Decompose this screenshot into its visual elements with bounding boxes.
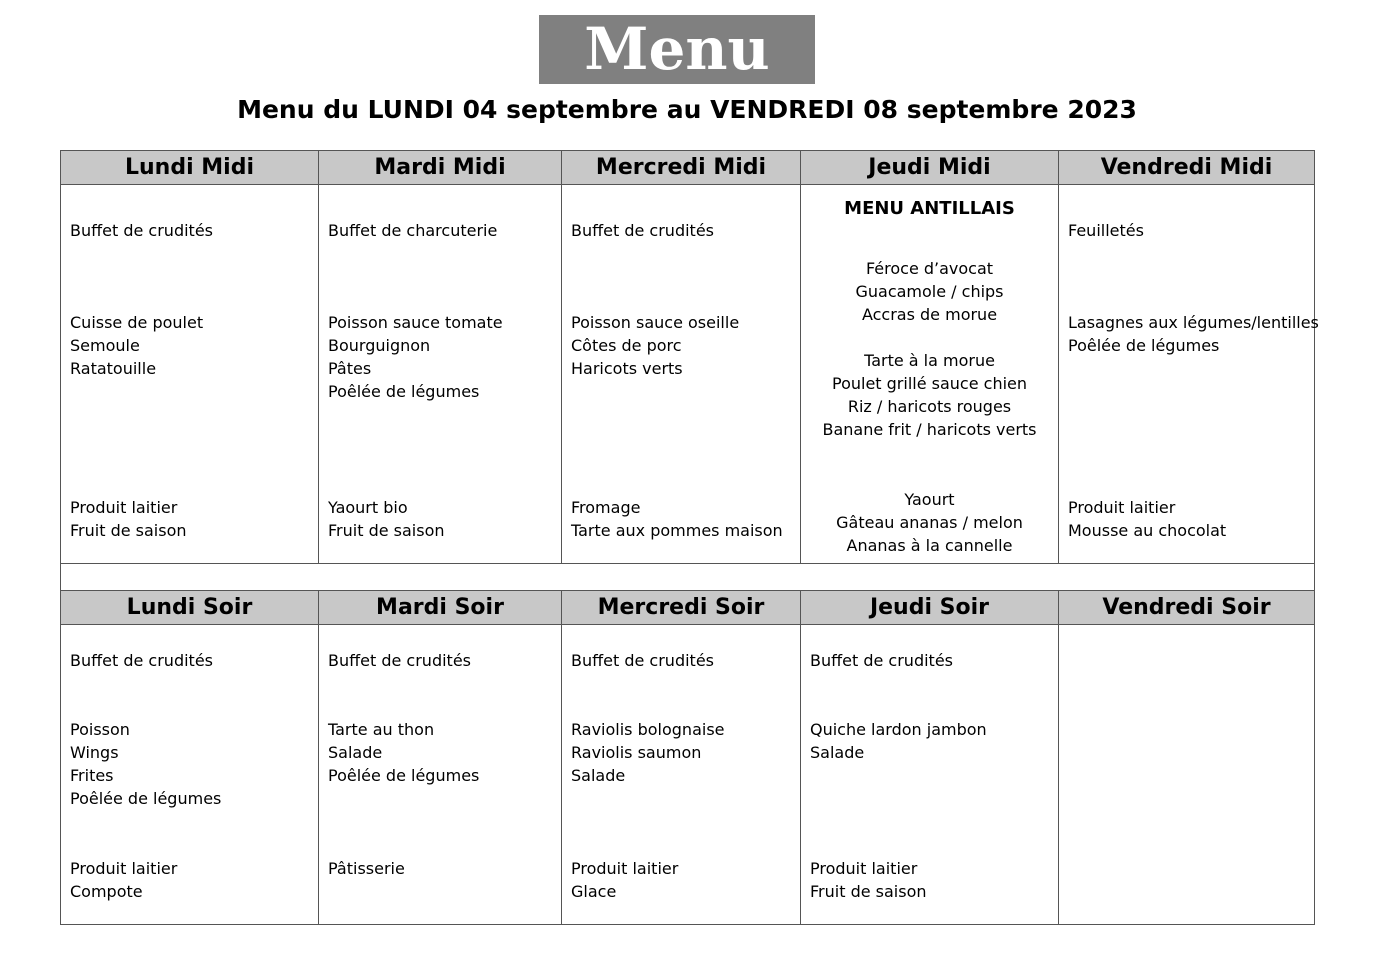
dish: Yaourt bio — [328, 498, 408, 517]
header-vendredi-soir: Vendredi Soir — [1059, 591, 1315, 624]
header-mercredi-soir: Mercredi Soir — [562, 591, 801, 624]
dish: Tarte aux pommes maison — [571, 521, 783, 540]
dish: Côtes de porc — [571, 336, 682, 355]
dish: Frites — [70, 766, 114, 785]
starter-block — [70, 649, 314, 672]
starter-block — [571, 219, 796, 242]
dish: Raviolis saumon — [571, 743, 702, 762]
dish: Buffet de crudités — [328, 651, 471, 670]
dessert-block — [328, 857, 557, 880]
cell-jeudi-midi — [801, 185, 1059, 564]
header-mercredi-midi: Mercredi Midi — [562, 151, 801, 184]
main-course-block — [328, 718, 557, 787]
dish: Produit laitier — [571, 859, 679, 878]
dish: Compote — [70, 882, 143, 901]
lunch-menu-table — [60, 150, 1319, 564]
dinner-header-row — [61, 591, 1315, 625]
dish: Yaourt — [904, 490, 955, 509]
table-separator — [60, 564, 1315, 590]
main-course-block — [328, 311, 557, 403]
main-course-block — [801, 349, 1058, 441]
dish: Produit laitier — [1068, 498, 1176, 517]
dish: Produit laitier — [70, 859, 178, 878]
cell-lundi-soir — [61, 625, 319, 925]
starter-block — [810, 649, 1054, 672]
starter-block — [801, 257, 1058, 326]
dish: Ananas à la cannelle — [846, 536, 1013, 555]
dish: Quiche lardon jambon — [810, 720, 987, 739]
dish: Produit laitier — [70, 498, 178, 517]
header-jeudi-soir: Jeudi Soir — [801, 591, 1059, 624]
dish: Produit laitier — [810, 859, 918, 878]
starter-block — [328, 649, 557, 672]
dish: Buffet de crudités — [70, 651, 213, 670]
dish: Mousse au chocolat — [1068, 521, 1227, 540]
dessert-block — [70, 496, 314, 542]
main-course-block — [571, 718, 796, 787]
dish: Cuisse de poulet — [70, 313, 204, 332]
dinner-body-row — [61, 625, 1315, 925]
cell-mercredi-midi — [562, 185, 801, 564]
cell-jeudi-soir — [801, 625, 1059, 925]
dessert-block — [810, 857, 1054, 903]
main-course-block — [810, 718, 1054, 764]
dish: Wings — [70, 743, 119, 762]
cell-vendredi-midi — [1059, 185, 1319, 564]
dish: Poêlée de légumes — [70, 789, 222, 808]
dish: Poêlée de légumes — [328, 382, 480, 401]
main-course-block — [70, 311, 314, 380]
dish: Banane frit / haricots verts — [822, 420, 1037, 439]
dinner-menu-table — [60, 590, 1315, 925]
dessert-block — [70, 857, 314, 903]
lunch-body-row — [61, 185, 1319, 564]
dish: Buffet de crudités — [571, 221, 714, 240]
dish: Fruit de saison — [810, 882, 927, 901]
dish: Poisson — [70, 720, 130, 739]
cell-mardi-midi — [319, 185, 562, 564]
dish: Féroce d’avocat — [865, 259, 994, 278]
starter-block — [1068, 219, 1310, 242]
dish: Poulet grillé sauce chien — [831, 374, 1028, 393]
cell-mardi-soir — [319, 625, 562, 925]
dish: Poêlée de légumes — [1068, 336, 1220, 355]
dessert-block — [571, 857, 796, 903]
dish: Tarte à la morue — [864, 351, 995, 370]
dish: Lasagnes aux légumes/lentilles — [1068, 313, 1319, 332]
dish: Fruit de saison — [70, 521, 187, 540]
starter-block — [328, 219, 557, 242]
dish: Poêlée de légumes — [328, 766, 480, 785]
main-course-block — [70, 718, 314, 810]
dish: Fruit de saison — [328, 521, 445, 540]
cell-vendredi-soir — [1059, 625, 1315, 925]
dish: Salade — [328, 743, 383, 762]
dish: Bourguignon — [328, 336, 431, 355]
header-vendredi-midi: Vendredi Midi — [1059, 151, 1315, 184]
dish: Guacamole / chips — [855, 282, 1004, 301]
header-lundi-midi: Lundi Midi — [61, 151, 319, 184]
main-course-block — [1068, 311, 1319, 357]
dessert-block — [571, 496, 796, 542]
dish: Buffet de crudités — [571, 651, 714, 670]
dish: Poisson sauce oseille — [571, 313, 740, 332]
dish: Gâteau ananas / melon — [836, 513, 1023, 532]
main-course-block — [571, 311, 796, 380]
dish: Buffet de charcuterie — [328, 221, 498, 240]
cell-mercredi-soir — [562, 625, 801, 925]
dish: Salade — [810, 743, 865, 762]
dish: Haricots verts — [571, 359, 683, 378]
dish: Tarte au thon — [328, 720, 435, 739]
dish: Feuilletés — [1068, 221, 1144, 240]
dish: Buffet de crudités — [810, 651, 953, 670]
header-jeudi-midi: Jeudi Midi — [801, 151, 1059, 184]
dessert-block — [801, 488, 1058, 557]
dish: Fromage — [571, 498, 641, 517]
dish: Salade — [571, 766, 626, 785]
dish: Pâtes — [328, 359, 372, 378]
dish: Semoule — [70, 336, 140, 355]
dish: Riz / haricots rouges — [847, 397, 1012, 416]
header-mardi-midi: Mardi Midi — [319, 151, 562, 184]
special-menu-title: MENU ANTILLAIS — [844, 198, 1015, 219]
dish: Glace — [571, 882, 617, 901]
header-mardi-soir: Mardi Soir — [319, 591, 562, 624]
dish: Accras de morue — [861, 305, 998, 324]
menu-week-subtitle: Menu du LUNDI 04 septembre au VENDREDI 08 septembre 2023 — [237, 95, 1137, 124]
lunch-header-row — [61, 151, 1315, 185]
dish: Buffet de crudités — [70, 221, 213, 240]
cell-lundi-midi — [61, 185, 319, 564]
header-lundi-soir: Lundi Soir — [61, 591, 319, 624]
dish: Raviolis bolognaise — [571, 720, 725, 739]
dessert-block — [328, 496, 557, 542]
dessert-block — [1068, 496, 1310, 542]
starter-block — [70, 219, 314, 242]
menu-banner: Menu — [539, 15, 815, 84]
dish: Ratatouille — [70, 359, 157, 378]
dish: Poisson sauce tomate — [328, 313, 503, 332]
starter-block — [571, 649, 796, 672]
dish: Pâtisserie — [328, 859, 405, 878]
